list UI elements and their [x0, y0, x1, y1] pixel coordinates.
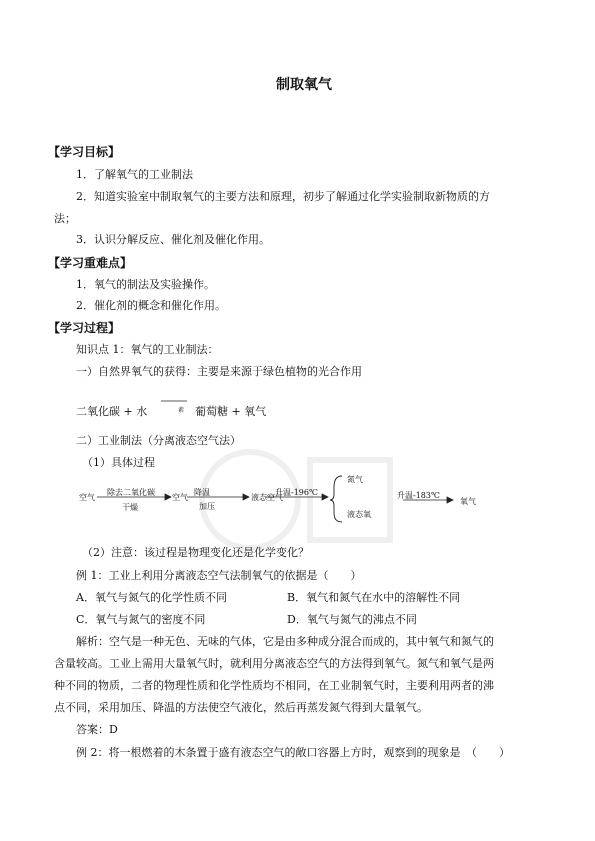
example1-question: 例 1：工业上利用分离液态空气法制氧气的依据是（ ） [76, 569, 362, 582]
flow-liquid-oxygen: 液态氧 [347, 510, 371, 519]
flow-air: 空气 [79, 493, 95, 502]
flow-step1-top: 除去二氧化碳 [107, 488, 155, 497]
example1-answer: 答案：D [76, 723, 118, 736]
example1-analysis-line-2: 含量较高。工业上需用大量氧气时，就利用分离液态空气的方法得到氧气。氮气和氧气是两 [54, 657, 494, 670]
key-point-item-2: 2．催化剂的概念和催化作用。 [76, 299, 226, 312]
example1-option-b: B．氧气和氮气在水中的溶解性不同 [287, 591, 461, 604]
equation-reactants: 二氧化碳 + 水 [76, 405, 148, 418]
flow-nitrogen: 氮气 [347, 475, 363, 484]
example1-analysis-line-1: 解析：空气是一种无色、无味的气体，它是由多种成分混合而成的，其中氧气和氮气的 [76, 635, 494, 648]
specific-process-line: （1）具体过程 [82, 456, 155, 469]
key-point-item-1: 1．氧气的制法及实验操作。 [76, 278, 215, 291]
objective-item-2: 2．知道实验室中制取氧气的主要方法和原理，初步了解通过化学实验制取新物质的方 [76, 190, 490, 203]
knowledge-point-1: 知识点 1：氧气的工业制法： [76, 343, 219, 356]
equation-products: 葡萄糖 + 氧气 [195, 405, 267, 418]
industry-method-line: 二）工业制法（分离液态空气法） [76, 434, 241, 447]
example1-analysis-line-3: 种不同的物质，二者的物理性质和化学性质均不相同，在工业制氧气时，主要利用两者的沸 [54, 679, 494, 692]
objective-item-3: 3．认识分解反应、催化剂及催化作用。 [76, 233, 270, 246]
example2-question: 例 2：将一根燃着的木条置于盛有液态空气的敞口容器上方时，观察到的现象是 （ ） [76, 746, 510, 759]
nature-oxygen-line: 一）自然界氧气的获得：主要是来源于绿色植物的光合作用 [76, 365, 362, 378]
objective-item-1: 1．了解氧气的工业制法 [76, 168, 193, 181]
section-header-key-points: 【学习重难点】 [48, 256, 133, 270]
section-header-process: 【学习过程】 [48, 321, 121, 335]
objective-item-2-cont: 法； [54, 212, 76, 225]
example1-option-d: D．氧气与氮气的沸点不同 [287, 613, 417, 626]
flow-step2-top: 降温 [194, 488, 210, 497]
flow-liquid-air: 液态空气 [251, 493, 283, 502]
example1-option-c: C．氧气与氮气的密度不同 [76, 613, 206, 626]
flow-air-2: 空气 [172, 493, 188, 502]
flow-step1-bottom: 干燥 [122, 503, 138, 512]
flow-oxygen: 氧气 [460, 497, 476, 506]
note-line: （2）注意：该过程是物理变化还是化学变化？ [82, 546, 309, 559]
example1-option-a: A．氧气与氮气的化学性质不同 [76, 591, 227, 604]
flow-step4: 升温-183℃ [397, 491, 440, 500]
page-title: 制取氧气 [276, 77, 332, 93]
equation-condition: 素 [178, 407, 185, 414]
section-header-objectives: 【学习目标】 [48, 145, 121, 159]
example1-analysis-line-4: 点不同，采用加压、降温的方法使空气液化，然后再蒸发氮气得到大量氧气。 [54, 701, 428, 714]
flow-step3: 升温-196℃ [275, 488, 318, 497]
flow-step2-bottom: 加压 [199, 502, 215, 511]
